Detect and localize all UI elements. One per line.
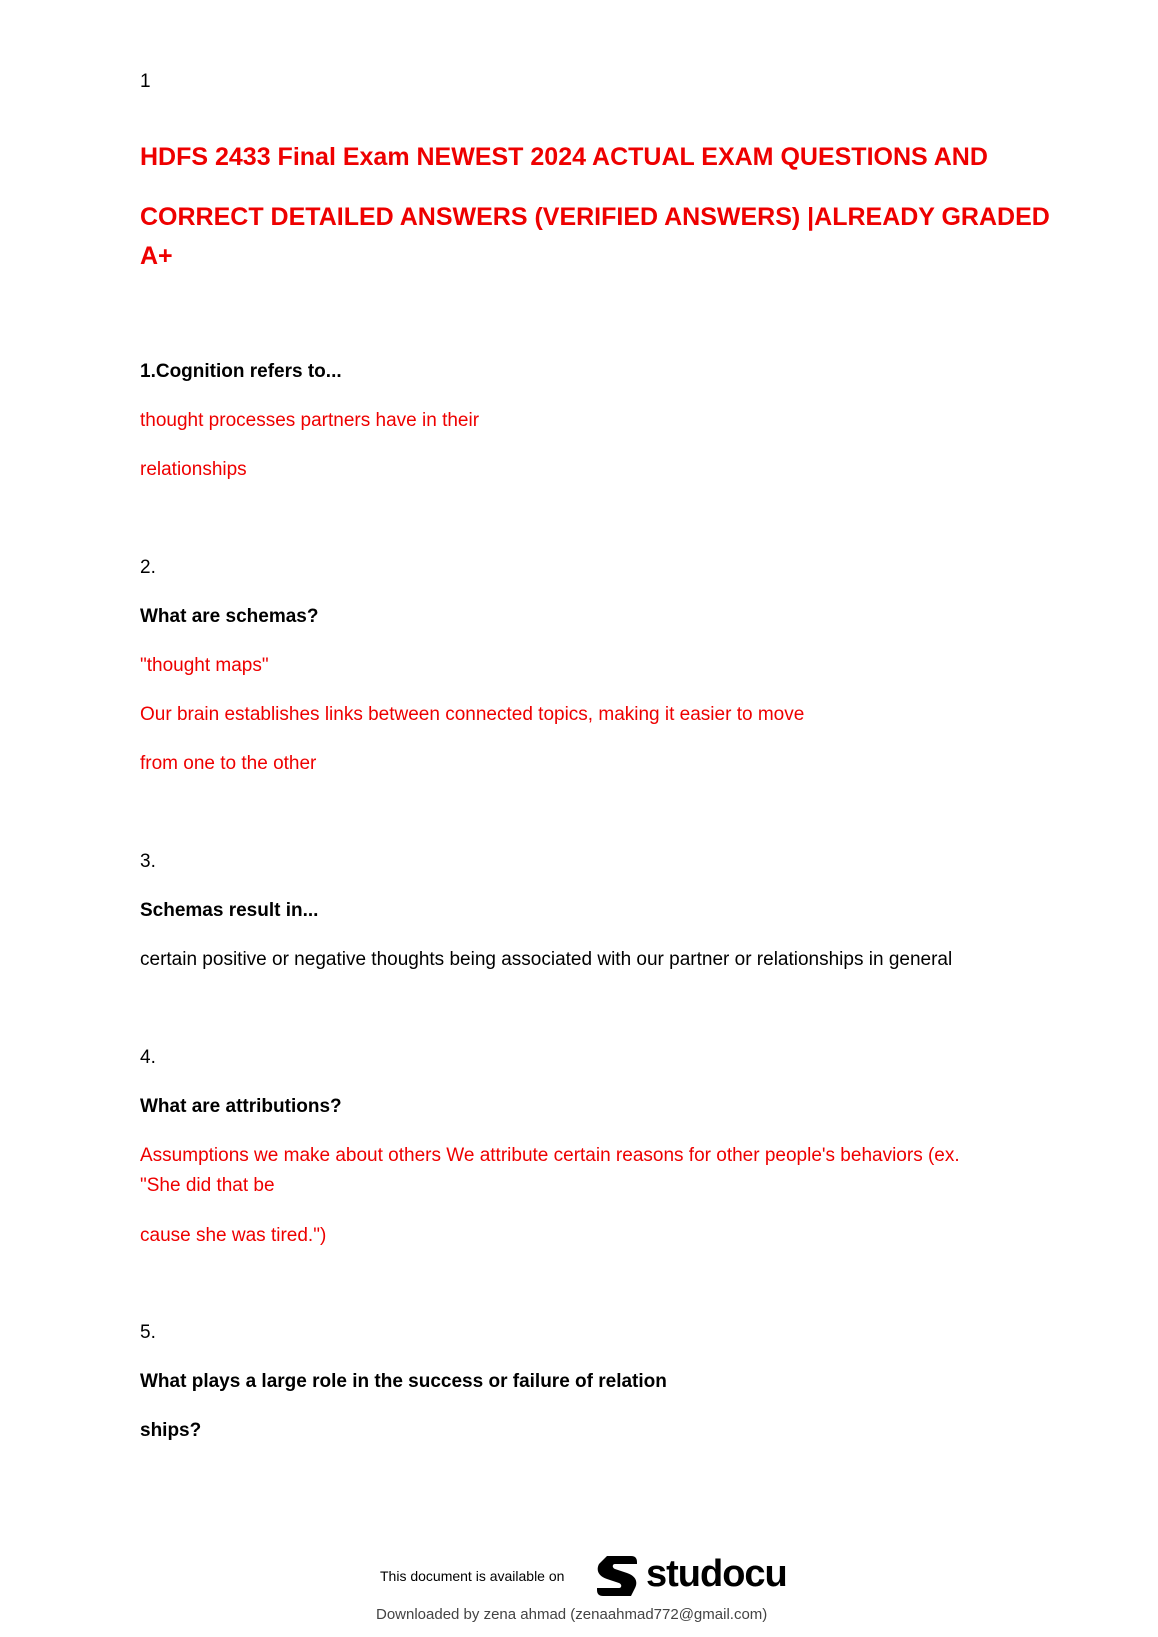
question-3-text: Schemas result in... [140, 900, 319, 921]
question-3-number: 3. [140, 851, 156, 872]
document-title-line-1: HDFS 2433 Final Exam NEWEST 2024 ACTUAL EXAM QUESTIONS AND [140, 143, 988, 171]
question-2-number: 2. [140, 557, 156, 578]
question-5-text-line-2: ships? [140, 1420, 202, 1441]
document-title-line-3: A+ [140, 242, 173, 270]
question-2-text: What are schemas? [140, 606, 319, 627]
answer-1-line-1: thought processes partners have in their [140, 410, 480, 431]
answer-1-line-2: relationships [140, 459, 247, 480]
footer-available-text: This document is available on [380, 1568, 565, 1584]
answer-2-line-1: "thought maps" [140, 655, 269, 676]
studocu-brand-text: studocu [646, 1553, 787, 1595]
document-title-line-2: CORRECT DETAILED ANSWERS (VERIFIED ANSWERS) |ALREADY GRADED [140, 203, 1050, 231]
question-5-text-line-1: What plays a large role in the success or failure of relation [140, 1371, 667, 1392]
answer-2-line-3: from one to the other [140, 753, 317, 774]
question-4-text: What are attributions? [140, 1096, 342, 1117]
page-number: 1 [140, 71, 151, 92]
answer-2-line-2: Our brain establishes links between connected topics, making it easier to move [140, 704, 805, 725]
question-5-number: 5. [140, 1322, 156, 1343]
question-4-number: 4. [140, 1047, 156, 1068]
question-1-text: 1.Cognition refers to... [140, 361, 342, 382]
answer-4-line-1: Assumptions we make about others We attribute certain reasons for other people's behaviors (ex. [140, 1145, 960, 1166]
answer-4-line-2: "She did that be [140, 1175, 275, 1196]
studocu-logo-icon [593, 1552, 641, 1600]
downloaded-by-text: Downloaded by zena ahmad (zenaahmad772@gmail.com) [376, 1606, 768, 1623]
answer-4-line-3: cause she was tired.") [140, 1225, 327, 1246]
answer-3-line-1: certain positive or negative thoughts being associated with our partner or relationships in general [140, 949, 953, 970]
